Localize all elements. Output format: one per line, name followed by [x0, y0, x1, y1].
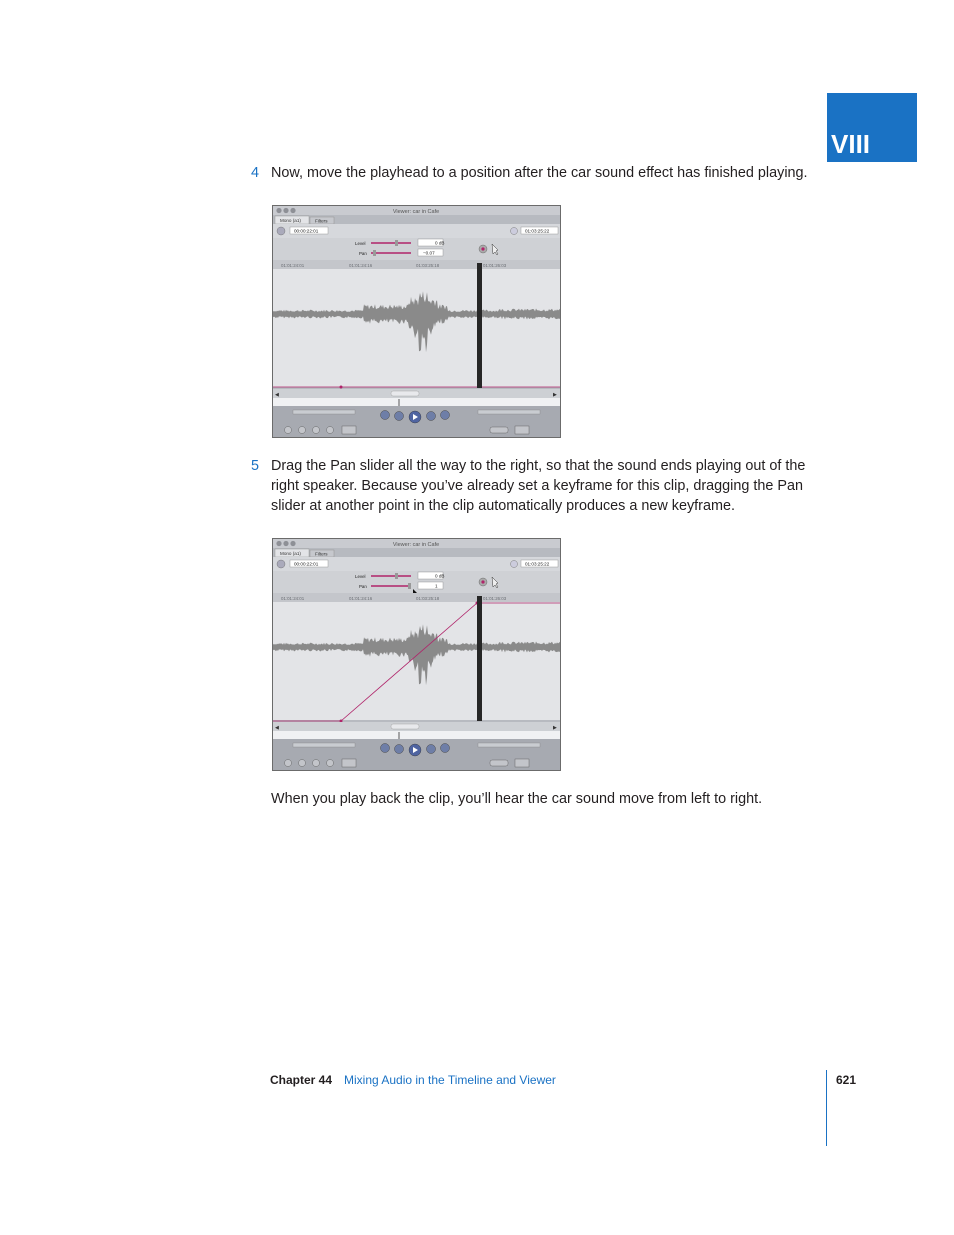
ruler-tick: 01:01:24:01 [281, 263, 305, 268]
page-number: 621 [836, 1073, 857, 1087]
ruler-tick: 01:01:24:16 [349, 263, 373, 268]
playhead[interactable] [477, 596, 482, 721]
part-tab [827, 93, 917, 162]
pan-label: Pan [359, 251, 367, 256]
closing-paragraph: When you play back the clip, you’ll hear the car sound move from left to right. [271, 791, 763, 807]
tab-filters[interactable]: Filters [315, 551, 328, 557]
tab-mono[interactable]: Mono (a1) [280, 218, 301, 223]
svg-text:◀: ◀ [275, 392, 279, 398]
level-value[interactable]: 0 dB [435, 573, 445, 579]
pan-value[interactable]: −0.07 [423, 250, 435, 256]
ruler-tick: 01:03:25:18 [416, 263, 440, 268]
svg-text:▶: ▶ [553, 725, 557, 731]
duration-field[interactable]: 00:00:22:01 [294, 561, 319, 567]
window-title: Viewer: car in Cafe [392, 209, 440, 215]
viewer-screenshot-2 [272, 538, 561, 771]
duration-field[interactable]: 00:00:22:01 [294, 228, 319, 234]
current-time-field[interactable]: 01:03:25:22 [525, 561, 550, 567]
ruler-tick: 01:01:24:16 [349, 596, 373, 601]
step-number: 4 [251, 165, 260, 181]
svg-text:▶: ▶ [553, 392, 557, 398]
step-text: Drag the Pan slider all the way to the right, so that the sound ends playing out of the right speaker. Because you’ve already set a keyframe for this clip, dragging the Pan slider at another point in the clip automatically produces a new keyframe. [271, 458, 806, 514]
ruler-tick: 01:01:26:03 [483, 263, 507, 268]
viewer-screenshot-1 [272, 205, 561, 438]
level-label: Level [355, 241, 366, 246]
svg-text:◀: ◀ [275, 725, 279, 731]
ruler-tick: 01:01:26:03 [483, 596, 507, 601]
footer-chapter-title: Mixing Audio in the Timeline and Viewer [344, 1073, 556, 1087]
footer-chapter-label: Chapter 44 [270, 1073, 333, 1087]
tab-mono[interactable]: Mono (a1) [280, 551, 301, 556]
part-number: VIII [831, 129, 871, 159]
ruler-tick: 01:01:24:01 [281, 596, 305, 601]
current-time-field[interactable]: 01:03:25:22 [525, 228, 550, 234]
pan-value[interactable]: 1 [435, 583, 438, 589]
step-text: Now, move the playhead to a position after the car sound effect has finished playing. [271, 165, 808, 181]
tab-filters[interactable]: Filters [315, 218, 328, 224]
pan-label: Pan [359, 584, 367, 589]
window-title: Viewer: car in Cafe [392, 542, 440, 548]
step-number: 5 [251, 458, 260, 474]
level-label: Level [355, 574, 366, 579]
ruler-tick: 01:03:25:18 [416, 596, 440, 601]
level-value[interactable]: 0 dB [435, 240, 445, 246]
footer-divider [826, 1070, 827, 1146]
playhead[interactable] [477, 263, 482, 388]
